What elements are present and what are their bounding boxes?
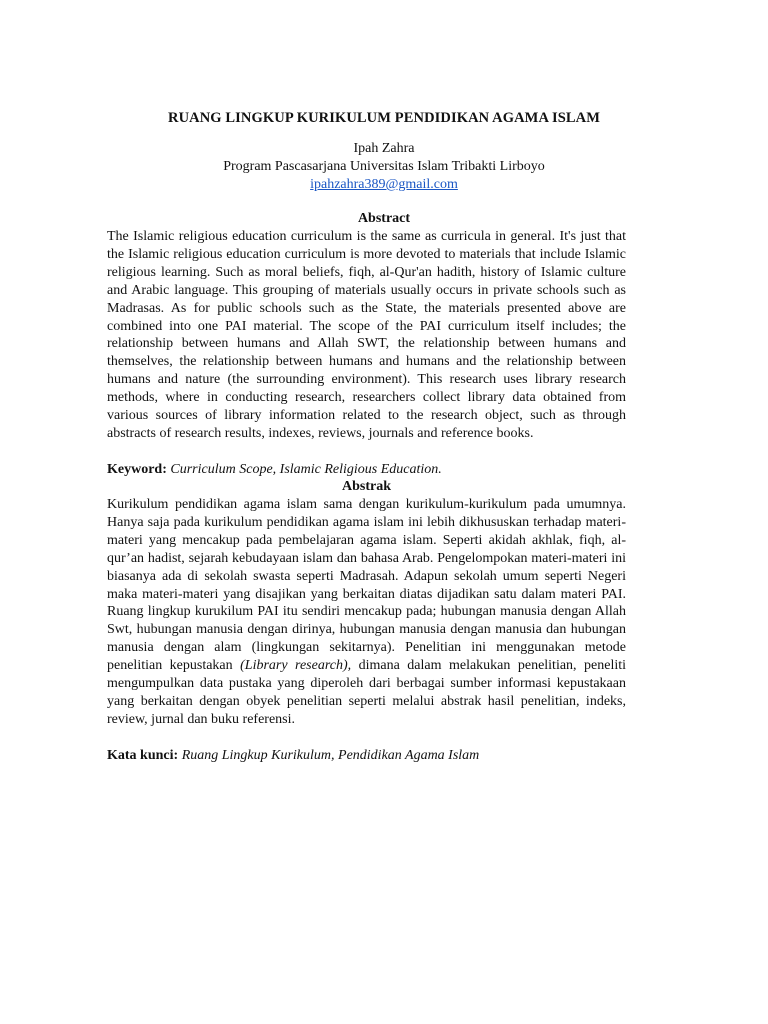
keywords-line [107,461,626,479]
kata-kunci-line [107,747,626,765]
abstrak-text-part1: Kurikulum pendidikan agama islam sama dengan kurikulum-kurikulum pada umumnya. Hanya saja pada kurikulum pendidikan agama islam ini lebih dikhususkan terhadap materi-materi yang mencakup pada pembelajaran agama islam. Seperti akidah akhlak, fiqh, al-qur’an hadist, sejarah kebudayaan islam dan bahasa Arab. Pengelompokan materi-materi ini biasanya ada di sekolah swasta seperti Madrasah. Adapun sekolah umum seperti Negeri maka materi-materi yang disajikan yang berkaitan diatas dijadikan satu dalam materi PAI. Ruang lingkup kurukilum PAI itu sendiri mencakup pada; hubungan manusia dengan Allah Swt, hubungan manusia dengan dirinya, hubungan manusia dengan manusia dan hubungan manusia dengan alam (lingkungan sekitarnya). Penelitian ini menggunakan metode penelitian kepustakan [107,497,626,674]
abstrak-heading: Abstrak [341,479,391,494]
abstrak-text-italic: (Library research), [240,658,352,674]
author-email-link[interactable]: ipahzahra389@gmail.com [310,177,458,192]
abstrak-text-part2: dimana dalam melakukan penelitian, peneliti mengumpulkan data pustaka yang diperoleh dari berbagai sumber informasi kepustakaan yang berkaitan dengan obyek penelitian seperti melalui abstrak hasil penelitian, indeks, review, jurnal dan buku referensi. [107,658,627,727]
abstrak-text [107,496,626,729]
keywords-value: Curriculum Scope, Islamic Religious Education. [170,462,442,477]
kata-kunci-value: Ruang Lingkup Kurikulum, Pendidikan Agama Islam [181,748,480,763]
kata-kunci-label: Kata kunci: [107,748,179,763]
author-name: Ipah Zahra [353,141,415,156]
keywords-label: Keyword: [107,462,167,477]
author-affiliation: Program Pascasarjana Universitas Islam Tribakti Lirboyo [223,159,545,174]
abstract-text: The Islamic religious education curriculum is the same as curricula in general. It's just that the Islamic religious education curriculum is more devoted to materials that include Islamic religious learning. Such as moral beliefs, fiqh, al-Qur'an hadith, history of Islamic culture and Arabic language. This grouping of materials usually occurs in private schools such as Madrasas. As for public schools such as the State, the materials presented above are combined into one PAI material. The scope of the PAI curriculum itself includes; the relationship between humans and Allah SWT, the relationship between humans and themselves, the relationship between humans and humans and the relationship between humans and nature (the surrounding environment). This research uses library research methods, where in conducting research, researchers collect library data obtained from various sources of library information related to the research object, such as through abstracts of research results, indexes, reviews, journals and reference books. [107,229,626,441]
abstract-heading: Abstract [357,211,411,226]
paper-title: RUANG LINGKUP KURIKULUM PENDIDIKAN AGAMA ISLAM [168,110,600,126]
author-block [0,140,768,194]
